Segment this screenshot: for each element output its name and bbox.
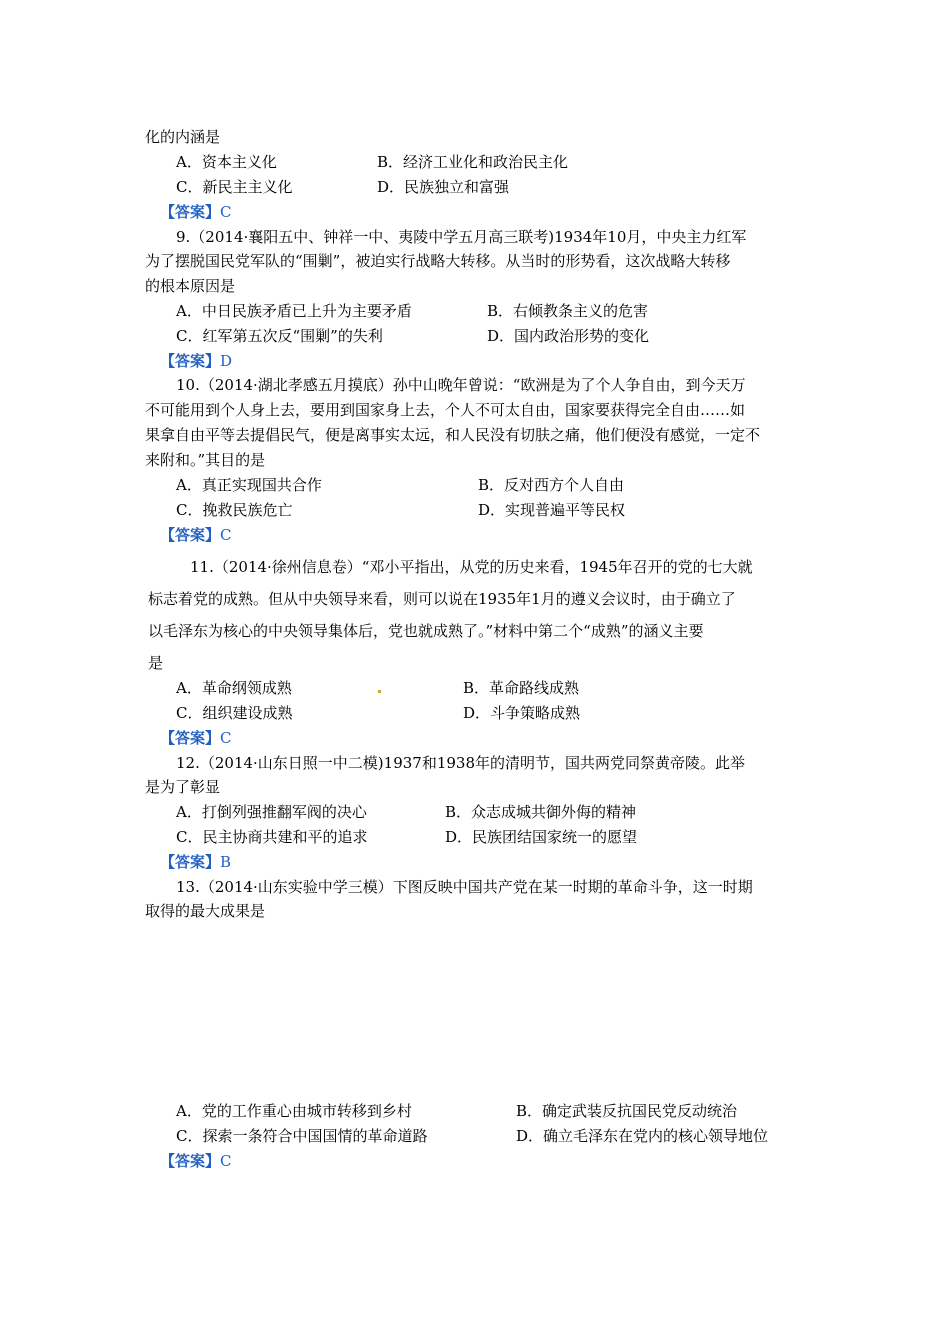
answer-label: 【答案】 bbox=[160, 1152, 221, 1170]
question-11-line-4: 是 bbox=[148, 654, 164, 672]
question-9-line-3: 的根本原因是 bbox=[145, 277, 236, 295]
q9-answer-line bbox=[160, 351, 232, 371]
question-10-line-2: 不可能用到个人身上去，要用到国家身上去，个人不可太自由，国家要获得完全自由……如 bbox=[145, 401, 746, 419]
q10-option-d: D．实现普遍平等民权 bbox=[478, 501, 626, 519]
answer-value: B bbox=[220, 853, 232, 871]
answer-label: 【答案】 bbox=[160, 853, 221, 871]
question-11-line-2: 标志着党的成熟。但从中央领导来看，则可以说在1935年1月的遵义会议时，由于确立了 bbox=[148, 590, 736, 608]
question-13-line-1: 13.（2014·山东实验中学三模）下图反映中国共产党在某一时期的革命斗争，这一时期 bbox=[176, 878, 753, 896]
option-d: D．民族独立和富强 bbox=[377, 178, 510, 196]
q11-answer-line bbox=[160, 728, 232, 748]
question-11-line-1: 11.（2014·徐州信息卷）“邓小平指出，从党的历史来看，1945年召开的党的七大就 bbox=[190, 558, 753, 576]
answer-label: 【答案】 bbox=[160, 729, 221, 747]
q11-option-b: B．革命路线成熟 bbox=[463, 679, 580, 697]
q12-answer-line bbox=[160, 852, 231, 872]
answer-line bbox=[160, 202, 232, 222]
q13-option-b: B．确定武装反抗国民党反动统治 bbox=[516, 1102, 738, 1120]
q10-option-c: C．挽救民族危亡 bbox=[176, 501, 293, 519]
q13-option-c: C．探索一条符合中国国情的革命道路 bbox=[176, 1127, 428, 1145]
answer-value: C bbox=[220, 203, 232, 221]
stray-mark bbox=[378, 690, 381, 693]
q9-option-a: A．中日民族矛盾已上升为主要矛盾 bbox=[176, 302, 412, 320]
q13-option-d: D．确立毛泽东在党内的核心领导地位 bbox=[516, 1127, 769, 1145]
q13-option-a: A．党的工作重心由城市转移到乡村 bbox=[176, 1102, 412, 1120]
question-9-line-2: 为了摆脱国民党军队的“围剿”，被迫实行战略大转移。从当时的形势看，这次战略大转移 bbox=[145, 252, 731, 270]
q12-option-d: D．民族团结国家统一的愿望 bbox=[445, 828, 638, 846]
question-11-line-3: 以毛泽东为核心的中央领导集体后，党也就成熟了。”材料中第二个“成熟”的涵义主要 bbox=[148, 622, 704, 640]
question-12-line-2: 是为了彰显 bbox=[145, 778, 221, 796]
q9-option-d: D．国内政治形势的变化 bbox=[487, 327, 650, 345]
question-10-line-4: 来附和。”其目的是 bbox=[145, 451, 266, 469]
q10-answer-line bbox=[160, 525, 232, 545]
question-10-line-1: 10.（2014·湖北孝感五月摸底）孙中山晚年曾说：“欧洲是为了个人争自由，到今天万 bbox=[176, 376, 746, 394]
answer-label: 【答案】 bbox=[160, 203, 221, 221]
answer-label: 【答案】 bbox=[160, 526, 221, 544]
q11-option-d: D．斗争策略成熟 bbox=[463, 704, 581, 722]
question-stem-tail: 化的内涵是 bbox=[145, 128, 221, 146]
q13-answer-line bbox=[160, 1151, 232, 1171]
q10-option-b: B．反对西方个人自由 bbox=[478, 476, 625, 494]
question-10-line-3: 果拿自由平等去提倡民气，便是离事实太远，和人民没有切肤之痛，他们便没有感觉，一定不 bbox=[145, 426, 761, 444]
answer-value: C bbox=[220, 526, 232, 544]
q10-option-a: A．真正实现国共合作 bbox=[176, 476, 322, 494]
q12-option-a: A．打倒列强推翻军阀的决心 bbox=[176, 803, 367, 821]
q11-option-c: C．组织建设成熟 bbox=[176, 704, 293, 722]
q12-option-b: B．众志成城共御外侮的精神 bbox=[445, 803, 637, 821]
option-a: A．资本主义化 bbox=[176, 153, 277, 171]
question-9-line-1: 9.（2014·襄阳五中、钟祥一中、夷陵中学五月高三联考)1934年10月，中央主力红军 bbox=[176, 228, 747, 246]
answer-value: C bbox=[220, 729, 232, 747]
question-12-line-1: 12.（2014·山东日照一中二模)1937和1938年的清明节，国共两党同祭黄帝陵。此举 bbox=[176, 754, 745, 772]
question-13-line-2: 取得的最大成果是 bbox=[145, 902, 266, 920]
figure-placeholder bbox=[176, 930, 776, 1090]
q12-option-c: C．民主协商共建和平的追求 bbox=[176, 828, 368, 846]
option-c: C．新民主主义化 bbox=[176, 178, 293, 196]
answer-label: 【答案】 bbox=[160, 352, 221, 370]
q11-option-a: A．革命纲领成熟 bbox=[176, 679, 292, 697]
q9-option-c: C．红军第五次反“围剿”的失利 bbox=[176, 327, 383, 345]
q9-option-b: B．右倾教条主义的危害 bbox=[487, 302, 649, 320]
answer-value: D bbox=[220, 352, 233, 370]
option-b: B．经济工业化和政治民主化 bbox=[377, 153, 569, 171]
answer-value: C bbox=[220, 1152, 232, 1170]
